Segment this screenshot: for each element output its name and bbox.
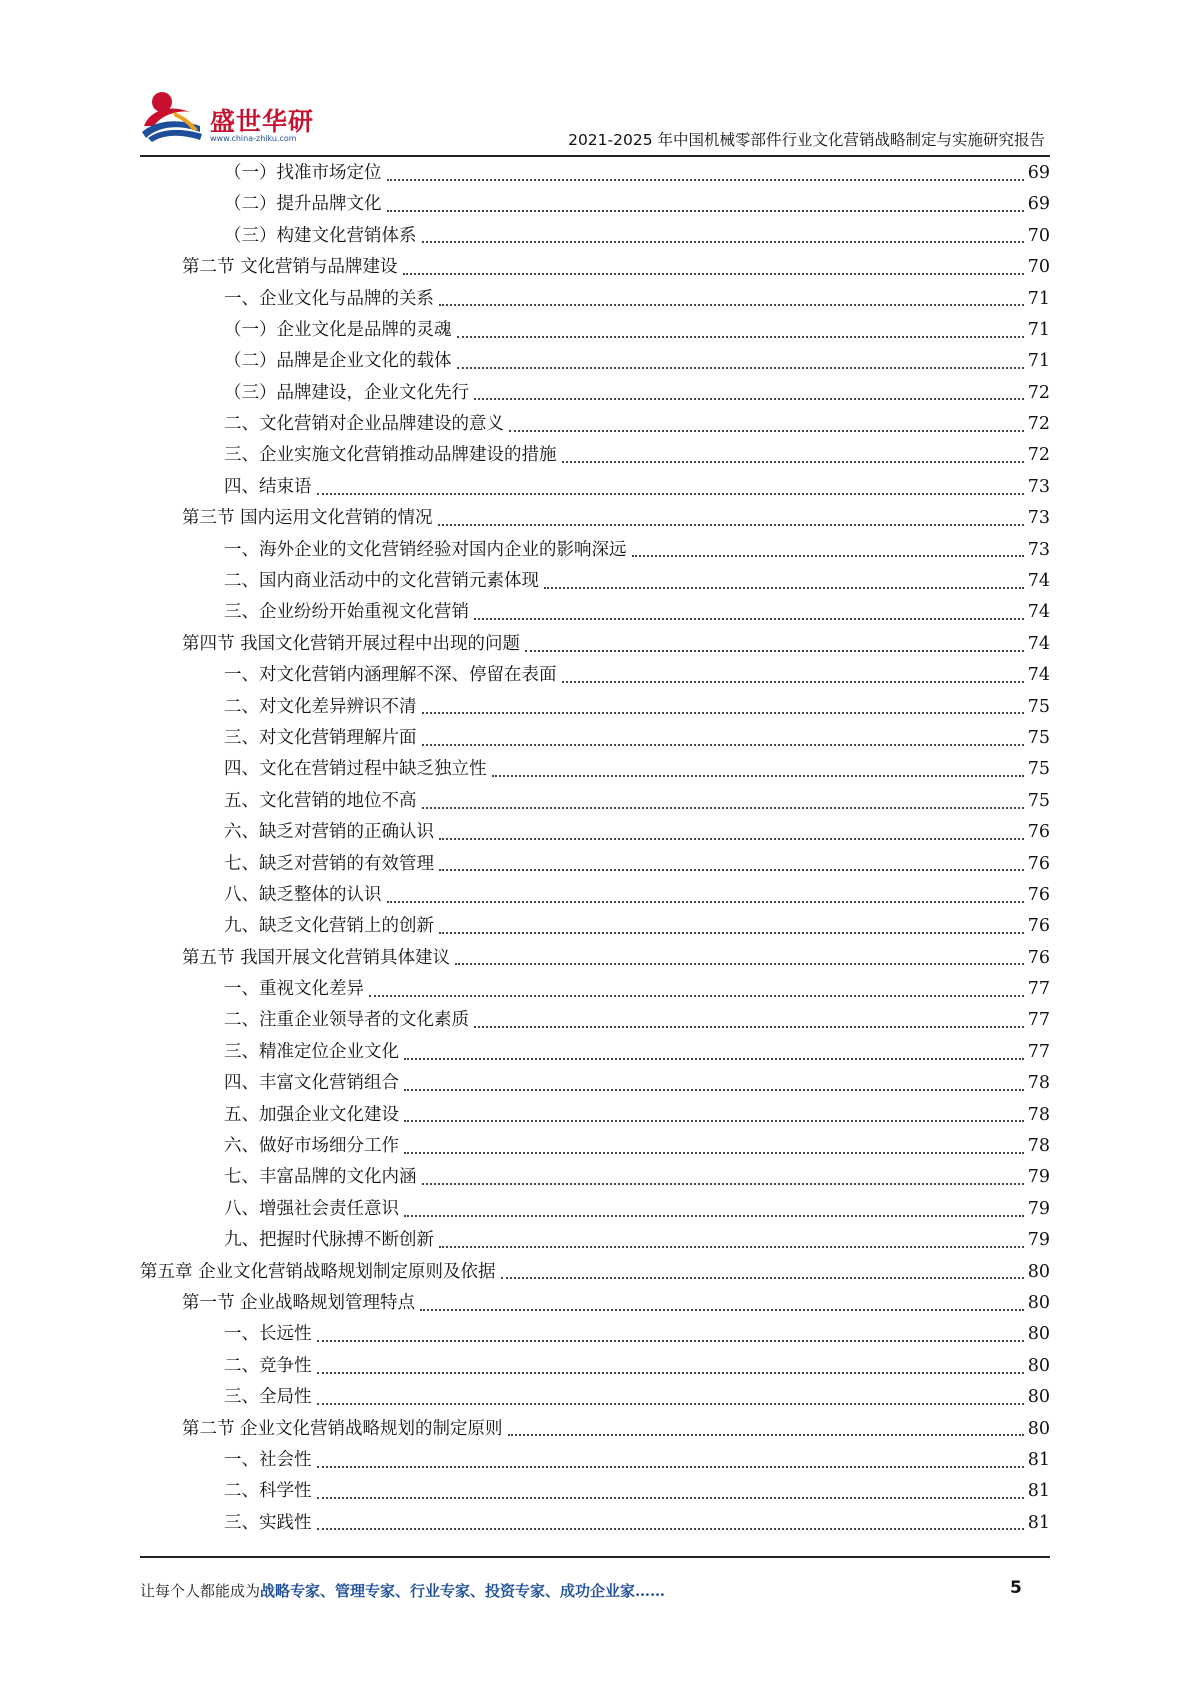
- toc-entry-title: 一、海外企业的文化营销经验对国内企业的影响深远: [224, 539, 627, 560]
- toc-entry-page: 78: [1027, 1104, 1050, 1125]
- toc-entry-title: （一）找准市场定位: [224, 162, 382, 183]
- toc-entry[interactable]: [140, 1257, 1050, 1288]
- toc-entry[interactable]: [140, 535, 1050, 566]
- toc-dot-leader: [317, 1466, 1024, 1468]
- toc-dot-leader: [438, 524, 1024, 526]
- toc-entry-title: 三、精准定位企业文化: [224, 1041, 399, 1062]
- toc-entry[interactable]: [140, 1508, 1050, 1539]
- toc-entry-page: 76: [1027, 822, 1050, 843]
- toc-dot-leader: [420, 1309, 1024, 1311]
- toc-entry-page: 80: [1027, 1261, 1050, 1282]
- toc-entry[interactable]: [140, 1037, 1050, 1068]
- toc-entry-page: 77: [1027, 979, 1050, 1000]
- toc-entry[interactable]: [140, 1319, 1050, 1350]
- toc-entry-title: 一、对文化营销内涵理解不深、停留在表面: [224, 665, 557, 686]
- toc-entry-page: 71: [1027, 351, 1050, 372]
- toc-entry-page: 72: [1027, 445, 1050, 466]
- toc-dot-leader: [457, 336, 1024, 338]
- toc-dot-leader: [317, 493, 1024, 495]
- toc-dot-leader: [492, 775, 1024, 777]
- toc-dot-leader: [404, 1152, 1024, 1154]
- toc-entry-page: 69: [1027, 194, 1050, 215]
- toc-entry-page: 80: [1027, 1355, 1050, 1376]
- toc-dot-leader: [422, 807, 1024, 809]
- toc-entry-page: 69: [1027, 162, 1050, 183]
- toc-dot-leader: [439, 869, 1024, 871]
- toc-entry[interactable]: [140, 1445, 1050, 1476]
- toc-entry-title: 七、缺乏对营销的有效管理: [224, 853, 434, 874]
- toc-entry[interactable]: [140, 1100, 1050, 1131]
- toc-entry-page: 73: [1027, 539, 1050, 560]
- toc-entry-title: 一、重视文化差异: [224, 979, 364, 1000]
- toc-dot-leader: [562, 461, 1024, 463]
- toc-entry[interactable]: [140, 629, 1050, 660]
- toc-dot-leader: [422, 1183, 1024, 1185]
- toc-entry-title: 一、企业文化与品牌的关系: [224, 288, 434, 309]
- toc-entry[interactable]: [140, 786, 1050, 817]
- page-number: 5: [1010, 1578, 1022, 1598]
- logo-name: 盛世华研: [210, 107, 315, 136]
- toc-entry[interactable]: [140, 943, 1050, 974]
- toc-entry-title: 三、企业实施文化营销推动品牌建设的措施: [224, 445, 557, 466]
- toc-entry-page: 74: [1027, 665, 1050, 686]
- toc-entry-title: （三）品牌建设，企业文化先行: [224, 382, 469, 403]
- toc-entry[interactable]: [140, 1194, 1050, 1225]
- toc-dot-leader: [508, 1434, 1024, 1436]
- toc-dot-leader: [317, 1340, 1024, 1342]
- toc-entry-title: 第二节 企业文化营销战略规划的制定原则: [182, 1418, 503, 1439]
- table-of-contents: [140, 158, 1050, 1539]
- toc-entry-page: 77: [1027, 1010, 1050, 1031]
- toc-entry-title: 六、缺乏对营销的正确认识: [224, 822, 434, 843]
- toc-dot-leader: [474, 1026, 1024, 1028]
- toc-dot-leader: [387, 901, 1024, 903]
- toc-entry-page: 73: [1027, 476, 1050, 497]
- toc-entry[interactable]: [140, 221, 1050, 252]
- toc-dot-leader: [501, 1277, 1024, 1279]
- header-divider: [140, 155, 1050, 157]
- company-logo: [140, 82, 350, 152]
- toc-dot-leader: [404, 1215, 1024, 1217]
- toc-entry[interactable]: [140, 754, 1050, 785]
- toc-entry-page: 74: [1027, 602, 1050, 623]
- toc-entry-title: 一、社会性: [224, 1449, 312, 1470]
- toc-entry-title: 八、缺乏整体的认识: [224, 884, 382, 905]
- toc-entry-page: 74: [1027, 633, 1050, 654]
- toc-entry-title: 二、文化营销对企业品牌建设的意义: [224, 414, 504, 435]
- toc-entry-page: 75: [1027, 790, 1050, 811]
- toc-entry-page: 81: [1027, 1449, 1050, 1470]
- toc-entry[interactable]: [140, 1225, 1050, 1256]
- toc-dot-leader: [562, 681, 1024, 683]
- toc-entry[interactable]: [140, 378, 1050, 409]
- toc-entry-page: 72: [1027, 382, 1050, 403]
- toc-entry-page: 76: [1027, 916, 1050, 937]
- toc-entry-title: 二、对文化差异辨识不清: [224, 696, 417, 717]
- toc-entry[interactable]: [140, 1006, 1050, 1037]
- toc-dot-leader: [422, 712, 1024, 714]
- toc-entry-title: 第二节 文化营销与品牌建设: [182, 257, 398, 278]
- toc-entry[interactable]: [140, 911, 1050, 942]
- toc-dot-leader: [544, 587, 1024, 589]
- footer-slogan: [140, 1580, 665, 1601]
- logo-emblem-icon: [140, 82, 210, 146]
- toc-entry-page: 80: [1027, 1293, 1050, 1313]
- toc-entry-page: 79: [1027, 1230, 1050, 1251]
- toc-dot-leader: [404, 1089, 1024, 1091]
- toc-dot-leader: [525, 650, 1024, 652]
- toc-entry[interactable]: [140, 597, 1050, 628]
- toc-entry-title: （一）企业文化是品牌的灵魂: [224, 319, 452, 340]
- toc-entry[interactable]: [140, 1288, 1050, 1319]
- toc-entry[interactable]: [140, 284, 1050, 315]
- logo-url: www.china-zhiku.com: [210, 134, 297, 143]
- toc-entry-page: 81: [1027, 1512, 1050, 1533]
- toc-entry[interactable]: [140, 1068, 1050, 1099]
- toc-entry-title: （二）提升品牌文化: [224, 194, 382, 215]
- toc-entry-title: 二、国内商业活动中的文化营销元素体现: [224, 571, 539, 592]
- toc-entry-page: 78: [1027, 1073, 1050, 1094]
- toc-entry[interactable]: [140, 503, 1050, 534]
- toc-entry[interactable]: [140, 158, 1050, 189]
- toc-entry[interactable]: [140, 723, 1050, 754]
- toc-entry-page: 75: [1027, 759, 1050, 780]
- toc-entry-page: 80: [1027, 1387, 1050, 1408]
- toc-entry-page: 80: [1027, 1324, 1050, 1345]
- toc-entry-page: 75: [1027, 696, 1050, 717]
- toc-dot-leader: [455, 963, 1024, 965]
- toc-dot-leader: [317, 1403, 1024, 1405]
- toc-entry-page: 76: [1027, 947, 1050, 968]
- toc-entry-page: 79: [1027, 1198, 1050, 1219]
- toc-entry-page: 79: [1027, 1167, 1050, 1188]
- toc-entry-page: 76: [1027, 884, 1050, 905]
- toc-entry[interactable]: [140, 472, 1050, 503]
- toc-entry[interactable]: [140, 660, 1050, 691]
- toc-dot-leader: [317, 1497, 1024, 1499]
- toc-entry[interactable]: [140, 692, 1050, 723]
- toc-dot-leader: [404, 1058, 1024, 1060]
- toc-entry-title: 五、加强企业文化建设: [224, 1104, 399, 1125]
- toc-dot-leader: [474, 398, 1024, 400]
- toc-entry[interactable]: [140, 189, 1050, 220]
- toc-dot-leader: [387, 179, 1024, 181]
- toc-entry-title: 三、全局性: [224, 1387, 312, 1408]
- toc-entry-page: 71: [1027, 319, 1050, 340]
- toc-entry-page: 74: [1027, 571, 1050, 592]
- toc-entry-title: （三）构建文化营销体系: [224, 225, 417, 246]
- toc-entry[interactable]: [140, 441, 1050, 472]
- toc-entry-title: 五、文化营销的地位不高: [224, 790, 417, 811]
- toc-entry-page: 77: [1027, 1041, 1050, 1062]
- toc-dot-leader: [317, 1528, 1024, 1530]
- toc-entry-title: 第一节 企业战略规划管理特点: [182, 1293, 416, 1313]
- toc-entry-title: 第三节 国内运用文化营销的情况: [182, 508, 433, 529]
- toc-entry[interactable]: [140, 1414, 1050, 1445]
- toc-entry[interactable]: [140, 252, 1050, 283]
- toc-entry[interactable]: [140, 315, 1050, 346]
- toc-entry-page: 70: [1027, 257, 1050, 278]
- toc-entry-page: 80: [1027, 1418, 1050, 1439]
- toc-entry-title: 七、丰富品牌的文化内涵: [224, 1167, 417, 1188]
- toc-dot-leader: [439, 932, 1024, 934]
- toc-dot-leader: [317, 1372, 1024, 1374]
- toc-entry-page: 71: [1027, 288, 1050, 309]
- toc-dot-leader: [404, 1120, 1024, 1122]
- toc-entry-title: 四、丰富文化营销组合: [224, 1073, 399, 1094]
- toc-dot-leader: [439, 304, 1024, 306]
- toc-entry-title: 二、竞争性: [224, 1355, 312, 1376]
- toc-dot-leader: [509, 430, 1024, 432]
- footer-slogan-lead: 让每个人都能成为: [140, 1582, 261, 1600]
- toc-entry-page: 72: [1027, 414, 1050, 435]
- toc-entry[interactable]: [140, 880, 1050, 911]
- toc-entry[interactable]: [140, 1163, 1050, 1194]
- toc-dot-leader: [422, 744, 1024, 746]
- toc-entry-title: 四、结束语: [224, 476, 312, 497]
- toc-entry-title: 四、文化在营销过程中缺乏独立性: [224, 759, 487, 780]
- footer-divider: [140, 1556, 1050, 1558]
- toc-dot-leader: [387, 210, 1024, 212]
- toc-entry-title: 一、长远性: [224, 1324, 312, 1345]
- toc-dot-leader: [403, 273, 1024, 275]
- toc-entry-page: 70: [1027, 225, 1050, 246]
- toc-dot-leader: [474, 618, 1024, 620]
- toc-entry-title: 二、科学性: [224, 1481, 312, 1502]
- toc-entry[interactable]: [140, 1476, 1050, 1507]
- toc-entry[interactable]: [140, 849, 1050, 880]
- toc-entry-page: 75: [1027, 727, 1050, 748]
- footer-slogan-accent: 战略专家、管理专家、行业专家、投资专家、成功企业家……: [260, 1582, 666, 1600]
- toc-entry[interactable]: [140, 974, 1050, 1005]
- toc-dot-leader: [457, 367, 1024, 369]
- toc-entry-page: 76: [1027, 853, 1050, 874]
- toc-entry-page: 78: [1027, 1136, 1050, 1157]
- toc-dot-leader: [369, 995, 1024, 997]
- toc-entry-title: 第五章 企业文化营销战略规划制定原则及依据: [140, 1261, 496, 1282]
- toc-entry-title: 八、增强社会责任意识: [224, 1198, 399, 1219]
- report-title: 2021-2025 年中国机械零部件行业文化营销战略制定与实施研究报告: [568, 131, 1045, 149]
- toc-entry-title: 三、对文化营销理解片面: [224, 727, 417, 748]
- toc-entry-title: 三、企业纷纷开始重视文化营销: [224, 602, 469, 623]
- toc-dot-leader: [422, 241, 1024, 243]
- toc-entry[interactable]: [140, 1382, 1050, 1413]
- toc-dot-leader: [632, 555, 1024, 557]
- toc-entry-title: 九、缺乏文化营销上的创新: [224, 916, 434, 937]
- toc-entry[interactable]: [140, 1351, 1050, 1382]
- toc-entry[interactable]: [140, 409, 1050, 440]
- toc-entry-title: 二、注重企业领导者的文化素质: [224, 1010, 469, 1031]
- toc-entry[interactable]: [140, 817, 1050, 848]
- toc-entry-title: （二）品牌是企业文化的载体: [224, 351, 452, 372]
- toc-entry[interactable]: [140, 1131, 1050, 1162]
- toc-entry[interactable]: [140, 566, 1050, 597]
- toc-entry-title: 第五节 我国开展文化营销具体建议: [182, 947, 451, 968]
- toc-entry-page: 73: [1027, 508, 1050, 529]
- toc-entry-title: 六、做好市场细分工作: [224, 1136, 399, 1157]
- toc-entry[interactable]: [140, 346, 1050, 377]
- page-header: [140, 82, 1045, 162]
- toc-entry-page: 81: [1027, 1481, 1050, 1502]
- toc-entry-title: 第四节 我国文化营销开展过程中出现的问题: [182, 633, 521, 654]
- toc-entry-title: 三、实践性: [224, 1512, 312, 1533]
- toc-dot-leader: [439, 838, 1024, 840]
- toc-dot-leader: [439, 1246, 1024, 1248]
- toc-entry-title: 九、把握时代脉搏不断创新: [224, 1230, 434, 1251]
